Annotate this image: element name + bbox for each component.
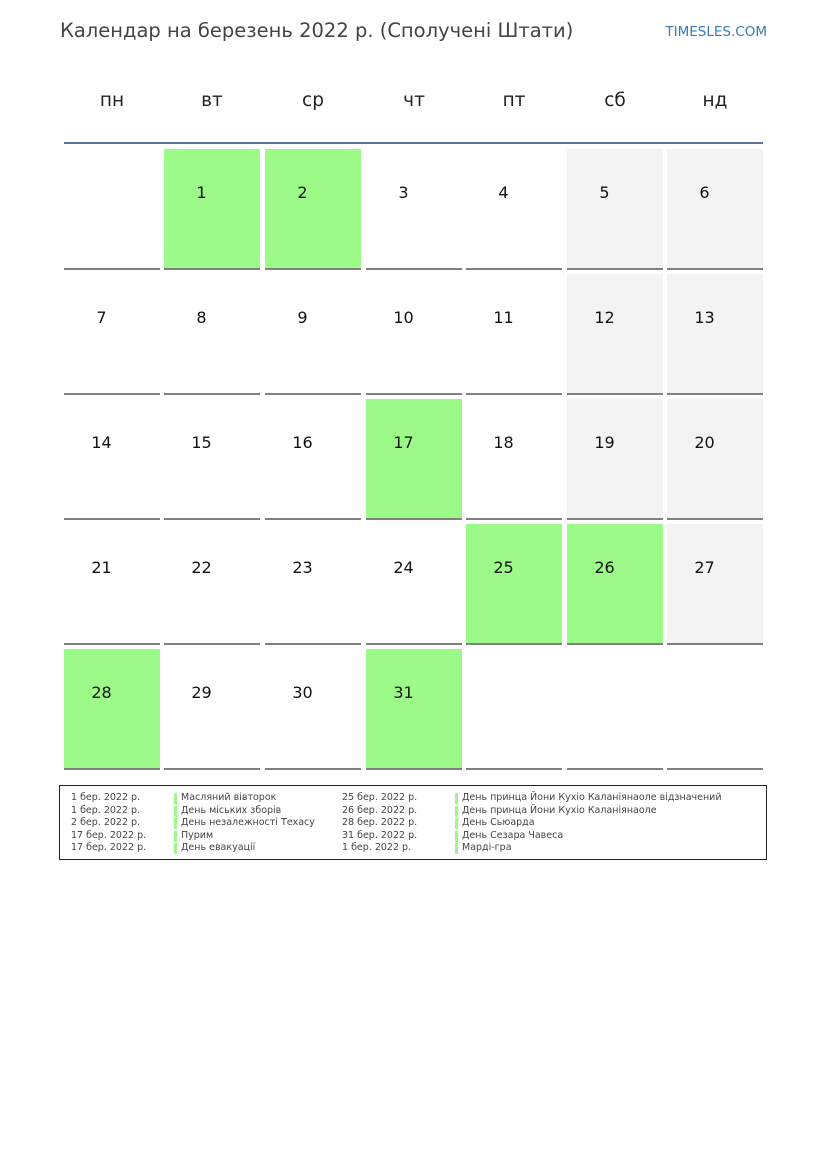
day-number: 29 — [191, 683, 212, 702]
holiday-day-cell[interactable] — [466, 524, 562, 645]
legend-holiday-name: День евакуації — [181, 842, 256, 853]
legend-date: 2 бер. 2022 р. — [71, 817, 141, 828]
day-cell[interactable] — [164, 649, 260, 770]
legend-date: 28 бер. 2022 р. — [342, 817, 418, 828]
weekday-label: сб — [604, 90, 626, 111]
day-number: 6 — [699, 183, 710, 202]
weekend-day-cell[interactable] — [567, 149, 663, 270]
day-cell[interactable] — [164, 399, 260, 520]
weekend-day-cell[interactable] — [667, 149, 763, 270]
legend-color-marker — [455, 818, 458, 829]
day-cell[interactable] — [265, 274, 361, 395]
day-number: 23 — [292, 558, 313, 577]
empty-day-cell — [64, 149, 160, 270]
day-number: 27 — [694, 558, 715, 577]
day-cell[interactable] — [265, 524, 361, 645]
brand-link[interactable]: TIMESLES.COM — [665, 24, 767, 40]
legend-color-marker — [455, 843, 458, 854]
day-number: 2 — [297, 183, 308, 202]
day-number: 14 — [91, 433, 112, 452]
calendar-grid — [64, 149, 764, 774]
day-number: 11 — [493, 308, 514, 327]
weekend-day-cell[interactable] — [567, 399, 663, 520]
day-number: 1 — [196, 183, 207, 202]
day-cell[interactable] — [466, 274, 562, 395]
weekday-label: пт — [502, 90, 526, 111]
legend-holiday-name: День принца Йони Кухіо Каланіянаоле відзначений — [462, 792, 722, 803]
legend-holiday-name: День Сьюарда — [462, 817, 535, 828]
day-number: 17 — [393, 433, 414, 452]
day-number: 26 — [594, 558, 615, 577]
weekend-day-cell[interactable] — [667, 399, 763, 520]
weekday-header — [64, 90, 764, 120]
legend-item — [60, 805, 760, 817]
legend-item — [60, 817, 760, 829]
legend-holiday-name: День міських зборів — [181, 804, 282, 816]
weekday-label: нд — [702, 90, 728, 111]
day-number: 31 — [393, 683, 414, 702]
holiday-day-cell[interactable] — [265, 149, 361, 270]
legend-holiday-name: День Сезара Чавеса — [462, 829, 564, 841]
day-number: 10 — [393, 308, 414, 327]
weekend-day-cell[interactable] — [667, 274, 763, 395]
day-number: 8 — [196, 308, 207, 327]
day-cell[interactable] — [164, 274, 260, 395]
legend-color-marker — [455, 806, 458, 817]
empty-day-cell — [567, 649, 663, 770]
day-number: 4 — [498, 183, 509, 202]
day-number: 9 — [297, 308, 308, 327]
day-number: 16 — [292, 433, 313, 452]
day-number: 24 — [393, 558, 414, 577]
day-number: 22 — [191, 558, 212, 577]
day-number: 18 — [493, 433, 514, 452]
weekend-day-cell[interactable] — [567, 274, 663, 395]
legend-holiday-name: День принца Йони Кухіо Каланіянаоле — [462, 804, 657, 816]
day-number: 19 — [594, 433, 615, 452]
legend-holiday-name: Марді-гра — [462, 842, 512, 853]
legend-color-marker — [455, 831, 458, 842]
weekday-label: ср — [302, 90, 324, 111]
day-cell[interactable] — [466, 149, 562, 270]
legend-item — [60, 792, 760, 804]
legend-date: 26 бер. 2022 р. — [342, 804, 418, 816]
legend-holiday-name: Масляний вівторок — [181, 792, 277, 803]
holiday-day-cell[interactable] — [366, 649, 462, 770]
day-number: 25 — [493, 558, 514, 577]
day-number: 21 — [91, 558, 112, 577]
day-cell[interactable] — [64, 524, 160, 645]
day-number: 5 — [599, 183, 610, 202]
day-cell[interactable] — [64, 274, 160, 395]
day-cell[interactable] — [466, 399, 562, 520]
legend-item — [60, 842, 760, 854]
legend-date: 1 бер. 2022 р. — [71, 804, 141, 816]
holiday-legend — [59, 785, 767, 860]
legend-holiday-name: День незалежності Техасу — [181, 817, 315, 828]
legend-date: 25 бер. 2022 р. — [342, 792, 418, 803]
day-number: 20 — [694, 433, 715, 452]
day-number: 3 — [398, 183, 409, 202]
weekday-label: вт — [201, 90, 223, 111]
legend-date: 17 бер. 2022 р. — [71, 842, 147, 853]
holiday-day-cell[interactable] — [164, 149, 260, 270]
legend-date: 17 бер. 2022 р. — [71, 829, 147, 841]
empty-day-cell — [466, 649, 562, 770]
holiday-day-cell[interactable] — [64, 649, 160, 770]
day-cell[interactable] — [64, 399, 160, 520]
day-cell[interactable] — [265, 649, 361, 770]
legend-color-marker — [455, 793, 458, 804]
legend-holiday-name: Пурим — [181, 829, 214, 841]
legend-date: 1 бер. 2022 р. — [71, 792, 141, 803]
day-cell[interactable] — [366, 524, 462, 645]
holiday-day-cell[interactable] — [567, 524, 663, 645]
weekend-day-cell[interactable] — [667, 524, 763, 645]
day-number: 7 — [96, 308, 107, 327]
empty-day-cell — [667, 649, 763, 770]
day-cell[interactable] — [366, 274, 462, 395]
page-title: Календар на березень 2022 р. (Сполучені Штати) — [60, 19, 574, 42]
day-number: 12 — [594, 308, 615, 327]
legend-date: 1 бер. 2022 р. — [342, 842, 412, 853]
day-number: 13 — [694, 308, 715, 327]
day-number: 15 — [191, 433, 212, 452]
weekday-label: пн — [99, 90, 125, 111]
day-cell[interactable] — [265, 399, 361, 520]
weekday-label: чт — [403, 90, 425, 111]
legend-date: 31 бер. 2022 р. — [342, 829, 418, 841]
legend-item — [60, 830, 760, 842]
day-cell[interactable] — [366, 149, 462, 270]
day-cell[interactable] — [164, 524, 260, 645]
holiday-day-cell[interactable] — [366, 399, 462, 520]
day-number: 30 — [292, 683, 313, 702]
day-number: 28 — [91, 683, 112, 702]
header-divider — [64, 142, 763, 144]
